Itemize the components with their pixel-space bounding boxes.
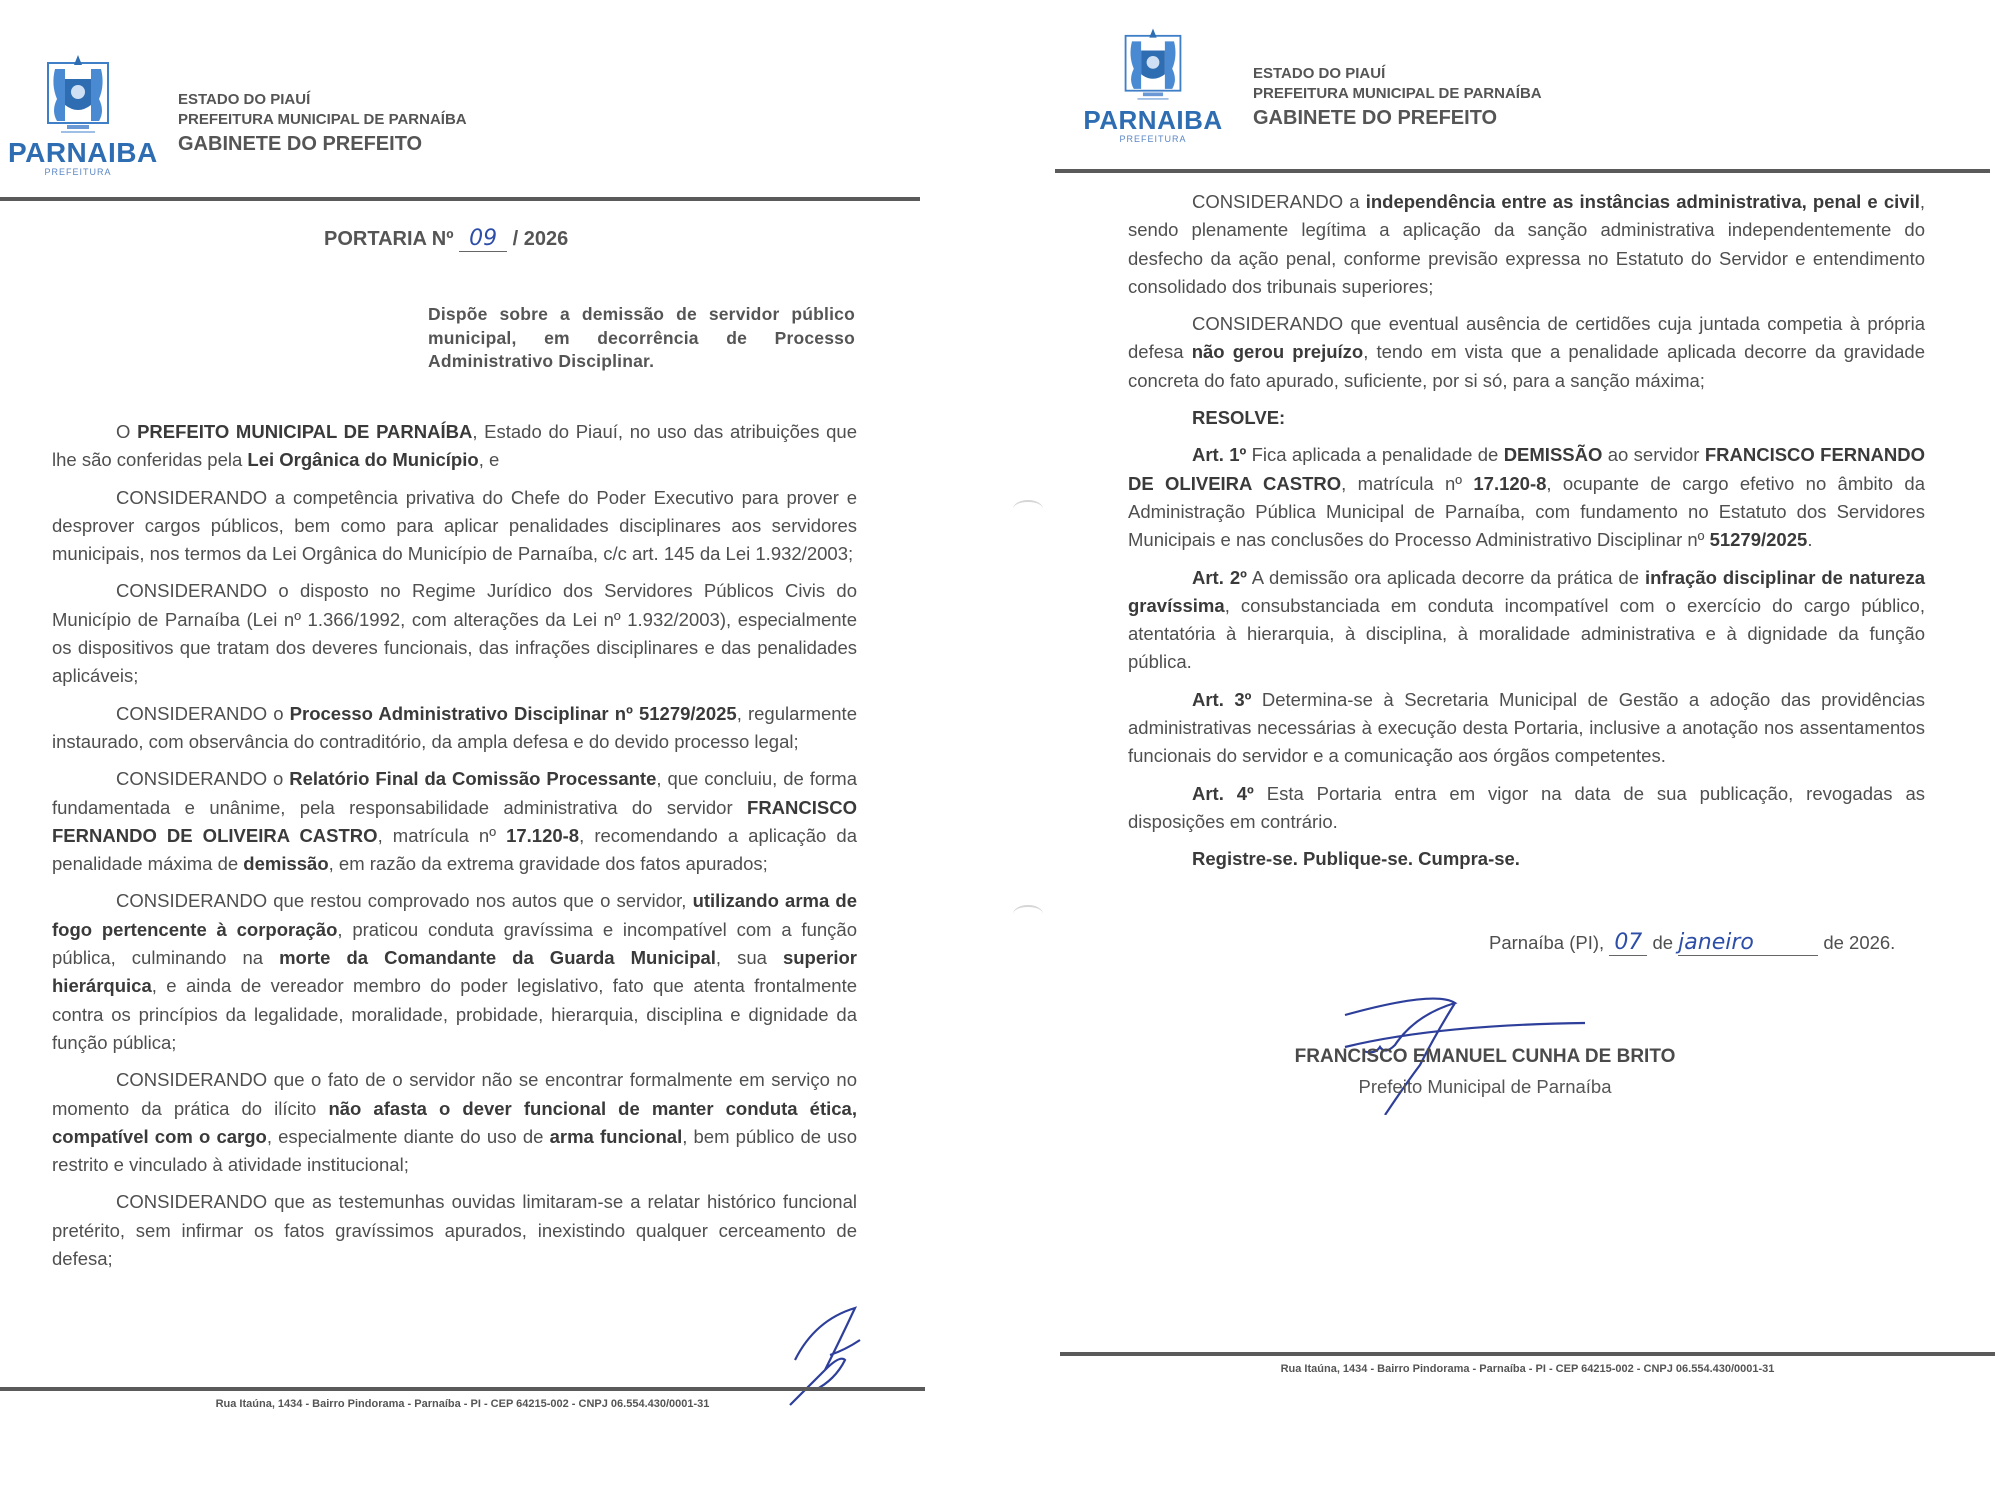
- letterhead: [178, 90, 467, 158]
- footer-rule: [1060, 1352, 1995, 1356]
- text-run: , regularmente instaurado, com observância do contraditório, da ampla defesa e do devido processo legal;: [52, 702, 857, 752]
- text-run: , tendo em vista que a penalidade aplicada decorre da gravidade concreta do fato apurado, suficiente, por si só, para a sanção máxima;: [1128, 341, 1926, 391]
- header-rule: [0, 197, 920, 201]
- parnaiba-logo: [8, 55, 158, 178]
- letterhead-state: ESTADO DO PIAUÍ: [1253, 65, 1386, 82]
- bold-text-run: demissão: [243, 853, 329, 875]
- paragraph: [52, 484, 857, 569]
- letterhead: [1253, 64, 1542, 132]
- left-body-text: [52, 418, 857, 1282]
- text-run: , em razão da extrema gravidade dos fatos apurados;: [328, 853, 768, 875]
- bold-text-run: Art. 4º: [1192, 782, 1254, 804]
- logo-brand-text: PARNAIBA: [8, 137, 158, 168]
- portaria-number: 09: [469, 226, 498, 251]
- date-year: de 2026.: [1823, 932, 1896, 953]
- parnaiba-logo: [1083, 28, 1223, 145]
- text-run: , matrícula nº: [1341, 472, 1474, 494]
- bold-text-run: RESOLVE:: [1192, 407, 1286, 429]
- date-line: [1489, 930, 1895, 956]
- bold-text-run: 17.120-8: [1473, 472, 1547, 494]
- text-run: CONSIDERANDO o: [116, 702, 290, 724]
- text-run: .: [1807, 529, 1813, 551]
- text-run: Esta Portaria entra em vigor na data de sua publicação, revogadas as disposições em contrário.: [1128, 782, 1925, 832]
- paragraph: [1128, 564, 1925, 677]
- text-run: O: [116, 421, 138, 442]
- signatory-name: FRANCISCO EMANUEL CUNHA DE BRITO: [1294, 1046, 1676, 1067]
- text-run: , especialmente diante do uso de: [266, 1125, 550, 1147]
- initials-signature: [785, 1300, 880, 1410]
- bold-text-run: Art. 3º: [1192, 688, 1252, 710]
- bold-text-run: infração disciplinar de natureza gravíssima: [1128, 566, 1925, 616]
- text-run: A demissão ora aplicada decorre da prática de: [1246, 566, 1645, 588]
- paragraph: [1128, 310, 1925, 395]
- paragraph: [52, 418, 857, 475]
- text-run: CONSIDERANDO que eventual ausência de certidões cuja juntada competia à própria defesa: [1128, 313, 1925, 363]
- bold-text-run: FRANCISCO FERNANDO DE OLIVEIRA CASTRO: [52, 796, 857, 846]
- bold-text-run: Art. 1º: [1192, 444, 1247, 466]
- right-body-text: [1128, 188, 1925, 883]
- bold-text-run: superior hierárquica: [52, 947, 857, 997]
- bold-text-run: Processo Administrativo Disciplinar nº 51279/2025: [289, 702, 737, 724]
- bold-text-run: utilizando arma de fogo pertencente à corporação: [52, 890, 857, 940]
- paragraph: [1128, 845, 1925, 873]
- bold-text-run: Art. 2º: [1192, 566, 1247, 588]
- coat-of-arms-icon: [43, 55, 113, 137]
- document-page-1: [0, 0, 930, 1500]
- paragraph: [52, 1066, 857, 1179]
- bold-text-run: arma funcional: [549, 1125, 683, 1147]
- bold-text-run: morte da Comandante da Guarda Municipal: [279, 947, 716, 969]
- text-run: , matrícula nº: [377, 824, 507, 846]
- footer-address: Rua Itaúna, 1434 - Bairro Pindorama - Parnaíba - PI - CEP 64215-002 - CNPJ 06.554.430/0001-31: [1280, 1363, 1775, 1375]
- letterhead-office: GABINETE DO PREFEITO: [178, 133, 423, 155]
- bold-text-run: não afasta o dever funcional de manter conduta ética, compatível com o cargo: [52, 1097, 857, 1147]
- punch-hole: [1013, 500, 1043, 518]
- text-run: CONSIDERANDO o: [116, 768, 290, 790]
- date-month: janeiro: [1678, 930, 1754, 955]
- letterhead-prefecture: PREFEITURA MUNICIPAL DE PARNAÍBA: [178, 111, 467, 128]
- document-page-2: [1055, 0, 2000, 1500]
- text-run: CONSIDERANDO que as testemunhas ouvidas limitaram-se a relatar histórico funcional pretérito, sem infirmar os fatos gravíssimos apurados, inexistindo qualquer cerceamento de defesa;: [52, 1191, 857, 1270]
- ementa: Dispõe sobre a demissão de servidor público municipal, em decorrência de Processo Administrativo Disciplinar.: [428, 304, 855, 371]
- bold-text-run: 17.120-8: [506, 824, 580, 846]
- footer-address: Rua Itaúna, 1434 - Bairro Pindorama - Parnaíba - PI - CEP 64215-002 - CNPJ 06.554.430/0001-31: [215, 1398, 710, 1410]
- logo-sub-text: PREFEITURA: [44, 167, 112, 177]
- paragraph: [1128, 188, 1925, 301]
- paragraph: [1128, 686, 1925, 771]
- text-run: , ocupante de cargo efetivo no âmbito da Administração Pública Municipal de Parnaíba, com fundamento no Estatuto dos Servidores Municipais e nas conclusões do Processo Administrativo Disciplinar nº: [1128, 472, 1925, 551]
- paragraph: [52, 765, 857, 878]
- text-run: , Estado do Piauí, no uso das atribuições que lhe são conferidas pela: [52, 421, 858, 471]
- text-run: CONSIDERANDO que o fato de o servidor não se encontrar formalmente em serviço no momento da prática do ilícito: [52, 1069, 857, 1119]
- paragraph: [52, 887, 857, 1057]
- date-de: de: [1652, 932, 1674, 953]
- text-run: CONSIDERANDO o disposto no Regime Jurídico dos Servidores Públicos Civis do Município de Parnaíba (Lei nº 1.366/1992, com alterações da Lei nº 1.932/2003), especialmente os dispositivos que tratam dos deveres funcionais, das infrações disciplinares e das penalidades aplicáveis;: [52, 580, 857, 687]
- bold-text-run: PREFEITO MUNICIPAL DE PARNAÍBA: [137, 421, 473, 442]
- text-run: Determina-se à Secretaria Municipal de Gestão a adoção das providências administrativas necessárias à execução desta Portaria, inclusive a anotação nos assentamentos funcionais do servidor e a comunicação aos órgãos competentes.: [1128, 688, 1925, 767]
- text-run: , e ainda de vereador membro do poder legislativo, fato que atenta frontalmente contra os princípios da legalidade, moralidade, probidade, hierarquia, disciplina e dignidade da função pública;: [52, 975, 857, 1053]
- paragraph: [52, 1188, 857, 1273]
- text-run: , e: [478, 449, 500, 471]
- text-run: , bem público de uso restrito e vinculado à atividade institucional;: [52, 1125, 857, 1176]
- letterhead-state: ESTADO DO PIAUÍ: [178, 91, 311, 108]
- paragraph: [1128, 780, 1925, 837]
- paragraph: [52, 700, 857, 757]
- text-run: CONSIDERANDO a: [1192, 191, 1366, 212]
- logo-sub-text: PREFEITURA: [1119, 134, 1187, 144]
- header-rule: [1055, 169, 1990, 173]
- portaria-prefix: PORTARIA Nº: [324, 228, 454, 250]
- text-run: , recomendando a aplicação da penalidade máxima de: [52, 824, 858, 875]
- signatory-role: Prefeito Municipal de Parnaíba: [1358, 1076, 1612, 1097]
- text-run: , que concluiu, de forma fundamentada e unânime, pela responsabilidade administrativa do servidor: [52, 768, 858, 818]
- bold-text-run: independência entre as instâncias administrativa, penal e civil: [1365, 191, 1920, 212]
- text-run: , praticou conduta gravíssima e incompatível com a função pública, culminando na: [52, 918, 857, 969]
- letterhead-prefecture: PREFEITURA MUNICIPAL DE PARNAÍBA: [1253, 85, 1542, 102]
- bold-text-run: 51279/2025: [1709, 529, 1808, 551]
- letterhead-office: GABINETE DO PREFEITO: [1253, 107, 1498, 129]
- text-run: CONSIDERANDO a competência privativa do Chefe do Poder Executivo para prover e desprover cargos públicos, bem como para aplicar penalidades disciplinares aos servidores municipais, nos termos da Lei Orgânica do Município de Parnaíba, c/c art. 145 da Lei 1.932/2003;: [52, 486, 857, 565]
- text-run: , sua: [715, 947, 783, 969]
- bold-text-run: DEMISSÃO: [1503, 444, 1603, 466]
- punch-hole: [1013, 905, 1043, 923]
- logo-brand-text: PARNAIBA: [1083, 105, 1223, 135]
- paragraph: [52, 577, 857, 690]
- paragraph: [1128, 404, 1925, 432]
- footer-rule: [0, 1387, 925, 1391]
- bold-text-run: Registre-se. Publique-se. Cumpra-se.: [1192, 848, 1520, 870]
- text-run: Fica aplicada a penalidade de: [1246, 444, 1504, 466]
- text-run: , sendo plenamente legítima a aplicação da sanção administrativa independentemente do desfecho da ação penal, conforme previsão expressa no Estatuto do Servidor e entendimento consolidado dos tribunais superiores;: [1128, 191, 1925, 297]
- bold-text-run: Lei Orgânica do Município: [247, 449, 479, 471]
- coat-of-arms-icon: [1121, 28, 1185, 104]
- bold-text-run: Relatório Final da Comissão Processante: [289, 768, 657, 790]
- bold-text-run: FRANCISCO FERNANDO DE OLIVEIRA CASTRO: [1128, 444, 1925, 494]
- paragraph: [1128, 441, 1925, 554]
- bold-text-run: não gerou prejuízo: [1191, 341, 1364, 363]
- text-run: ao servidor: [1602, 444, 1705, 466]
- date-day: 07: [1614, 930, 1643, 955]
- date-place: Parnaíba (PI),: [1489, 932, 1605, 953]
- text-run: CONSIDERANDO que restou comprovado nos autos que o servidor,: [116, 890, 693, 912]
- portaria-year: / 2026: [512, 228, 569, 250]
- portaria-title: [324, 226, 568, 252]
- text-run: , consubstanciada em conduta incompatível com o exercício do cargo público, atentatória à hierarquia, à disciplina, à moralidade administrativa e à dignidade da função pública.: [1128, 594, 1925, 673]
